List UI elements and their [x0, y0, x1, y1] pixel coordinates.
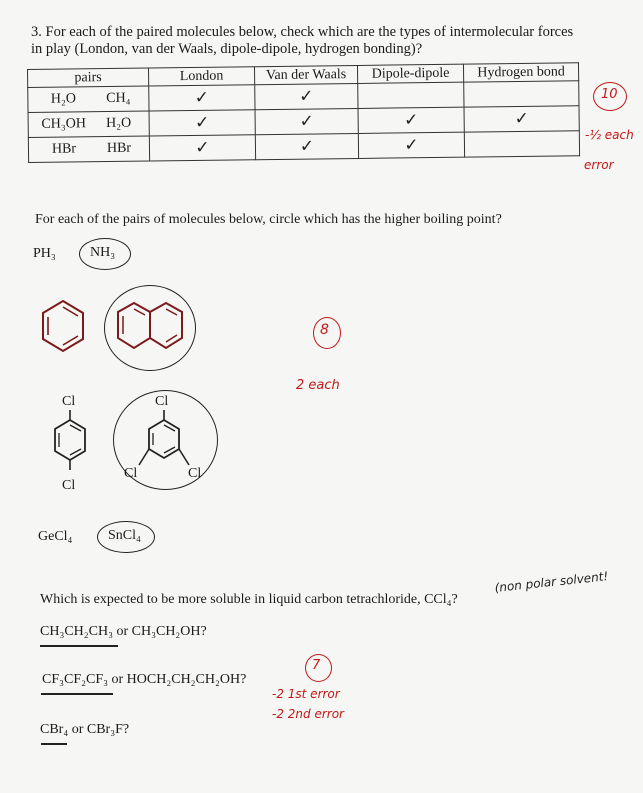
answer-underline: [40, 645, 118, 647]
check-van-der-waals: ✓: [255, 133, 358, 159]
molecule-a: CH₃OH: [41, 116, 87, 132]
solubility-prompt: Which is expected to be more soluble in liquid carbon tetrachloride, CCl₄?: [40, 592, 458, 607]
check-london: ✓: [149, 110, 255, 136]
question-3: [31, 24, 611, 58]
answer-underline: [41, 693, 113, 695]
chlorine-label: Cl: [62, 478, 76, 493]
check-dipole-dipole: [358, 82, 464, 108]
check-van-der-waals: ✓: [255, 108, 358, 134]
header-pairs: pairs: [28, 68, 149, 87]
header-hydrogen-bond: Hydrogen bond: [463, 63, 578, 82]
header-dipole-dipole: Dipole-dipole: [357, 64, 463, 83]
para-dichlorobenzene-structure: [50, 410, 90, 472]
intermolecular-forces-table: [27, 62, 580, 163]
check-dipole-dipole: ✓: [358, 107, 464, 133]
score-3: 7: [312, 658, 321, 673]
check-hydrogen-bond: [464, 131, 579, 157]
boiling-point-prompt: For each of the pairs of molecules below, circle which has the higher boiling point?: [35, 212, 502, 227]
solubility-pair-3: CBr₄ or CBr₃F?: [40, 722, 130, 737]
solubility-pair-1: CH₃CH₂CH₃ or CH₃CH₂OH?: [40, 624, 207, 639]
grading-note-2: 2 each: [296, 378, 340, 393]
question-3-line-2: in play (London, van der Waals, dipole-dipole, hydrogen bonding)?: [31, 41, 423, 57]
chlorine-label: Cl: [62, 394, 76, 409]
question-3-line-1: 3. For each of the paired molecules below, check which are the types of intermolecular forces: [31, 24, 574, 40]
molecule-gecl4: GeCl₄: [38, 529, 73, 544]
solubility-pair-2: CF₃CF₂CF₃ or HOCH₂CH₂CH₂OH?: [42, 672, 247, 687]
molecule-ph3: PH₃: [33, 246, 56, 261]
molecule-a: HBr: [51, 141, 77, 157]
benzene-structure: [38, 298, 88, 356]
grading-note-1a: -½ each: [585, 128, 634, 142]
chlorine-label: Cl: [124, 466, 138, 481]
table-row: [28, 131, 579, 163]
score-2: 8: [320, 322, 329, 338]
check-hydrogen-bond: ✓: [464, 106, 579, 132]
nonpolar-note: (non polar solvent!: [494, 569, 609, 595]
molecule-b: HBr: [106, 140, 132, 157]
score-1: 10: [601, 87, 618, 102]
header-van-der-waals: Van der Waals: [254, 65, 357, 84]
molecule-a: H₂O: [50, 91, 77, 107]
answer-underline: [41, 743, 67, 745]
chlorine-label: Cl: [188, 466, 202, 481]
naphthalene-structure: [114, 300, 186, 354]
header-london: London: [148, 67, 254, 86]
trichlorobenzene-structure: [136, 410, 192, 468]
check-van-der-waals: ✓: [255, 83, 358, 109]
check-london: ✓: [149, 135, 255, 161]
molecule-sncl4: SnCl₄: [108, 528, 141, 543]
check-dipole-dipole: ✓: [358, 132, 464, 158]
grading-note-3b: -2 2nd error: [272, 707, 344, 721]
grading-note-3a: -2 1st error: [272, 687, 340, 701]
check-hydrogen-bond: [464, 81, 579, 107]
molecule-b: H₂O: [106, 115, 132, 132]
grading-note-1b: error: [584, 158, 614, 172]
molecule-nh3: NH₃: [90, 245, 116, 260]
check-london: ✓: [149, 85, 255, 111]
chlorine-label: Cl: [155, 394, 169, 409]
molecule-b: CH₄: [106, 90, 131, 107]
